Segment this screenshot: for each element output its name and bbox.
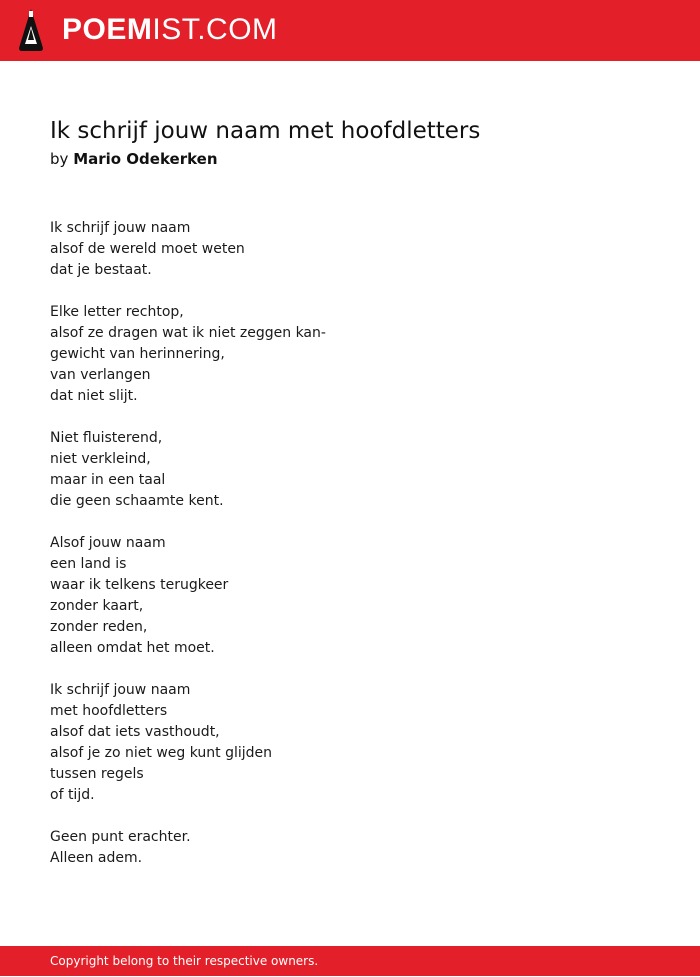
logo-wordmark-light: IST.COM — [152, 13, 278, 46]
poem-line: dat je bestaat. — [50, 262, 152, 278]
poem-line: met hoofdletters — [50, 703, 168, 719]
copyright-text: Copyright belong to their respective owners. — [50, 954, 319, 968]
logo-wordmark — [62, 8, 278, 52]
poem-line: Alleen adem. — [50, 850, 143, 866]
byline-label: by — [50, 150, 69, 168]
poem-line: die geen schaamte kent. — [50, 493, 224, 509]
poem-line: niet verkleind, — [50, 451, 151, 467]
poem-byline — [50, 148, 650, 170]
poem-line: Ik schrijf jouw naam — [50, 220, 191, 236]
poem-line: Niet fluisterend, — [50, 430, 163, 446]
poem-container — [50, 115, 650, 869]
poem-line: alsof dat iets vasthoudt, — [50, 724, 220, 740]
poem-body — [50, 218, 650, 869]
poem-author: Mario Odekerken — [73, 150, 218, 168]
poem-line: maar in een taal — [50, 472, 166, 488]
poem-stanza — [50, 218, 650, 281]
poem-line: Geen punt erachter. — [50, 829, 191, 845]
poem-stanza — [50, 827, 650, 869]
poem-line: zonder kaart, — [50, 598, 144, 614]
poem-line: een land is — [50, 556, 127, 572]
site-header — [0, 0, 700, 61]
poem-stanza — [50, 680, 650, 806]
poem-stanza — [50, 533, 650, 659]
poem-line: alsof je zo niet weg kunt glijden — [50, 745, 273, 761]
poem-line: waar ik telkens terugkeer — [50, 577, 229, 593]
poem-title: Ik schrijf jouw naam met hoofdletters — [50, 118, 481, 144]
poem-line: of tijd. — [50, 787, 95, 803]
pencil-icon — [18, 8, 44, 52]
poem-line: alsof ze dragen wat ik niet zeggen kan- — [50, 325, 326, 341]
poem-line: zonder reden, — [50, 619, 148, 635]
poem-line: van verlangen — [50, 367, 151, 383]
logo-wordmark-bold: POEM — [62, 13, 153, 46]
site-logo[interactable] — [18, 8, 278, 52]
poem-line: Ik schrijf jouw naam — [50, 682, 191, 698]
poem-line: alleen omdat het moet. — [50, 640, 215, 656]
poem-stanza — [50, 302, 650, 407]
site-footer — [0, 946, 700, 976]
poem-line: Alsof jouw naam — [50, 535, 166, 551]
poem-line: Elke letter rechtop, — [50, 304, 184, 320]
poem-line: alsof de wereld moet weten — [50, 241, 245, 257]
poem-line: dat niet slijt. — [50, 388, 138, 404]
poem-stanza — [50, 428, 650, 512]
poem-line: gewicht van herinnering, — [50, 346, 225, 362]
poem-line: tussen regels — [50, 766, 144, 782]
